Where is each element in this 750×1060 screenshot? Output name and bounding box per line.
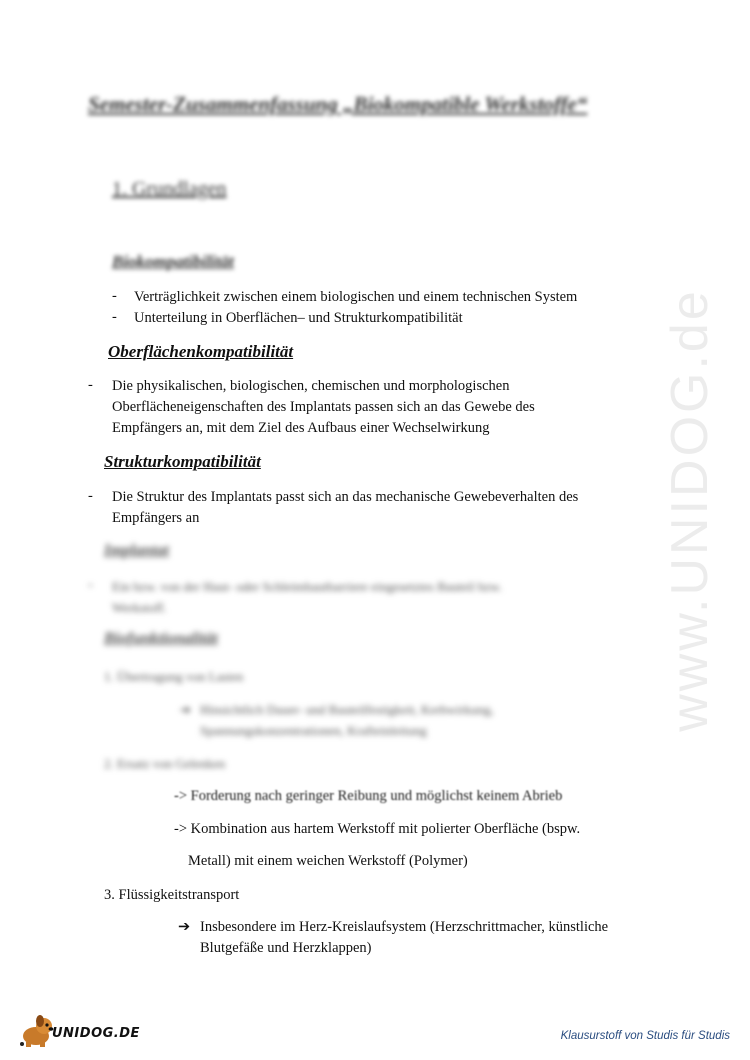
- impl-line-2: Werkstoff.: [112, 600, 167, 615]
- bio-item-1: Verträglichkeit zwischen einem biologischen und einem technischen System: [134, 289, 578, 305]
- arrow-icon: ➔: [178, 919, 191, 935]
- ober-line-1: Die physikalischen, biologischen, chemischen und morphologischen: [112, 378, 510, 394]
- item-2-line-a: -> Forderung nach geringer Reibung und möglichst keinem Abrieb: [174, 788, 563, 804]
- watermark: [640, 280, 740, 740]
- bio-item-2: Unterteilung in Oberflächen– und Strukturkompatibilität: [134, 310, 463, 326]
- bullet-dash: -: [88, 377, 93, 393]
- struk-line-1: Die Struktur des Implantats passt sich an das mechanische Gewebeverhalten des: [112, 489, 579, 505]
- bullet-dash: -: [112, 288, 117, 304]
- item-3-heading: 3. Flüssigkeitstransport: [104, 887, 240, 903]
- arrow-icon: ➔: [180, 702, 191, 717]
- bullet-dash: -: [88, 577, 93, 593]
- subheading-oberflaechenkompatibilitaet: Oberflächenkompatibilität: [108, 342, 294, 361]
- item-3-line-2: Blutgefäße und Herzklappen): [200, 940, 372, 956]
- section-heading-grundlagen: 1. Grundlagen: [112, 178, 227, 200]
- struk-line-2: Empfängers an: [112, 510, 200, 526]
- item-2-line-c: Metall) mit einem weichen Werkstoff (Polymer): [188, 853, 468, 869]
- bullet-dash: -: [88, 488, 93, 504]
- item-1-line-2: Spannungskonzentrationen, Krafteinleitung: [200, 723, 427, 738]
- watermark-text: www.UNIDOG.de: [661, 288, 719, 732]
- document-title: Semester-Zusammenfassung „Biokompatible Werkstoffe“: [88, 92, 588, 116]
- item-1-heading: 1. Übertragung von Lasten: [104, 669, 244, 684]
- subheading-biokompatibilitaet: Biokompatibilität: [112, 252, 234, 271]
- ober-line-3: Empfängers an, mit dem Ziel des Aufbaus einer Wechselwirkung: [112, 420, 490, 436]
- item-2-heading: 2. Ersatz von Gelenken: [104, 756, 226, 771]
- subheading-strukturkompatibilitaet: Strukturkompatibilität: [104, 452, 261, 471]
- subheading-biofunktionalitaet: Biofunktionalität: [104, 630, 218, 647]
- item-1-line-1: Hinsichtlich Dauer- und Bauteilfestigkeit, Kerbwirkung,: [200, 702, 494, 717]
- ober-line-2: Oberflächeneigenschaften des Implantats passen sich an das Gewebe des: [112, 399, 535, 415]
- footer-slogan: Klausurstoff von Studis für Studis: [560, 1030, 730, 1042]
- logo-text: UNIDOG.DE: [52, 1026, 140, 1041]
- bullet-dash: -: [112, 309, 117, 325]
- impl-line-1: Ein bzw. von der Haut- oder Schleimhautbarriere eingesetztes Bauteil bzw.: [112, 579, 502, 594]
- item-3-line-1: Insbesondere im Herz-Kreislaufsystem (Herzschrittmacher, künstliche: [200, 919, 609, 935]
- item-2-line-b: -> Kombination aus hartem Werkstoff mit polierter Oberfläche (bspw.: [174, 821, 581, 837]
- subheading-implantat: Implantat: [104, 542, 169, 559]
